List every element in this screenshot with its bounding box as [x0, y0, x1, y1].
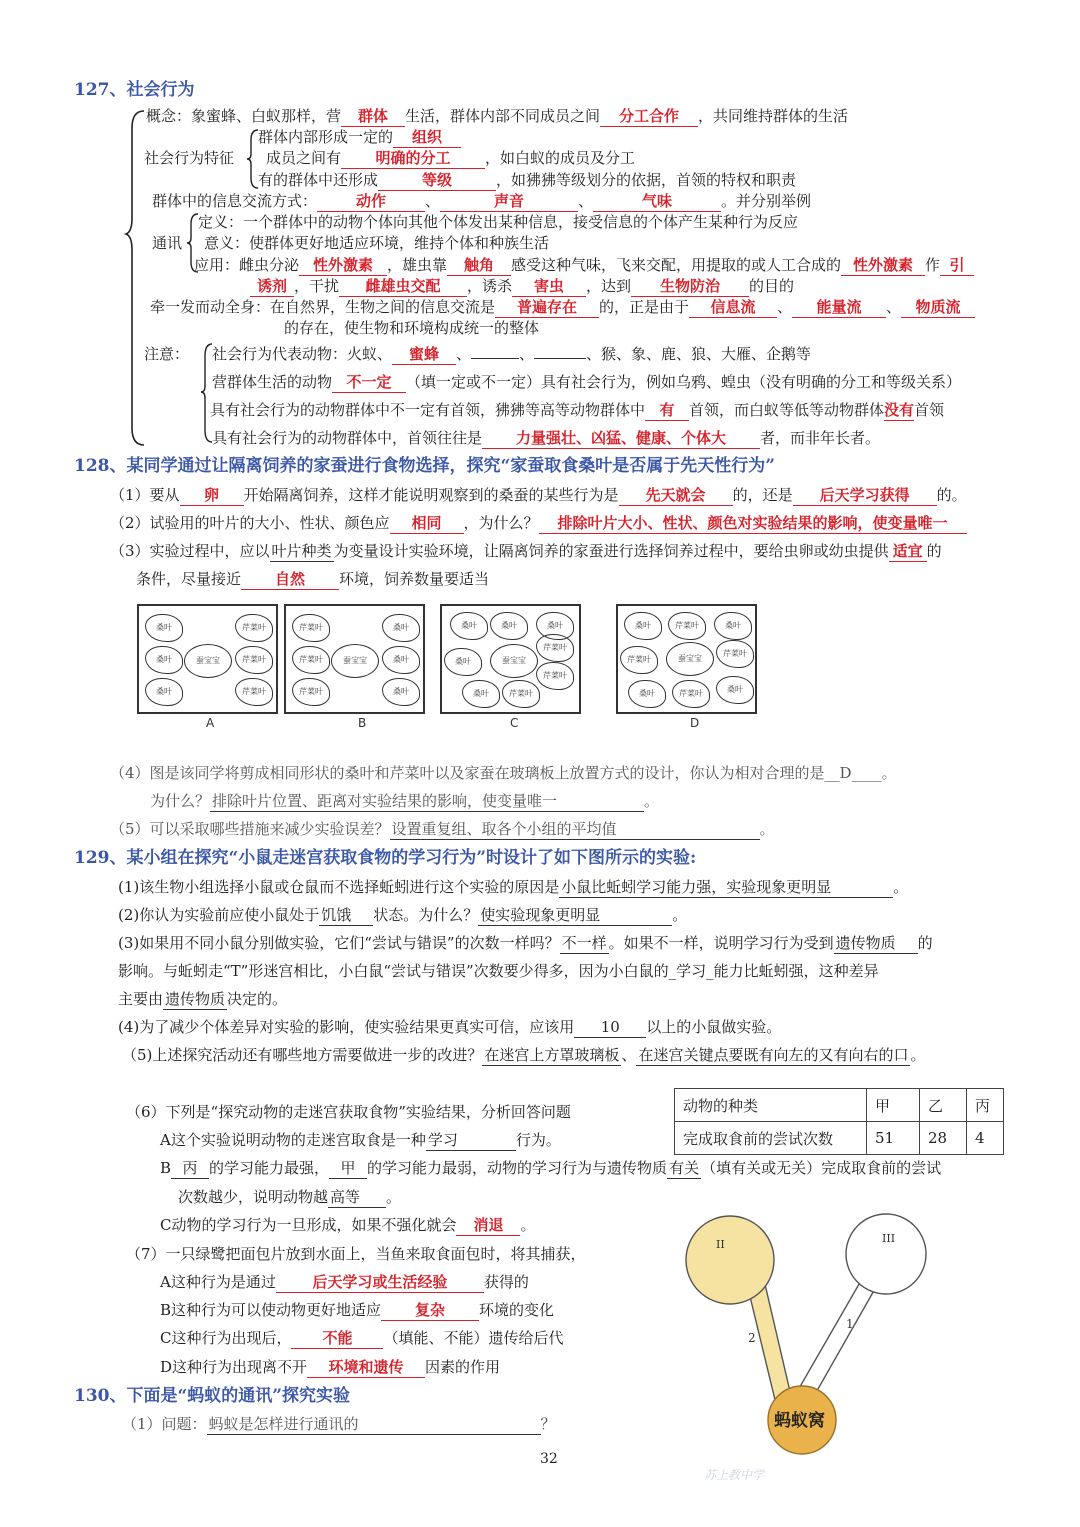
- leaf-sang: 桑叶: [382, 678, 420, 706]
- leaf-sang: 桑叶: [628, 680, 666, 708]
- q129-p6b: B 丙 的学习能力最强， 甲 的学习能力最弱，动物的学习行为与遗传物质 有关 （填有关或无关）完成取食前的尝试: [160, 1159, 942, 1177]
- panel-label-a: A: [206, 716, 215, 730]
- q127-title: 127、社会行为: [74, 80, 195, 100]
- q128-p4b: 为什么？ 排除叶片位置、距离对实验结果的影响，使变量唯一 。: [150, 792, 660, 810]
- q129-p6a: A这个实验说明动物的走迷宫取食是一种 学习 行为。: [160, 1131, 561, 1149]
- panel-label-c: C: [510, 716, 519, 730]
- q127-chain: 牵一发而动全身：在自然界，生物之间的信息交流是 普遍存在 的，正是由于 信息流 、 能量流 、 物质流: [150, 297, 975, 318]
- leaf-sang: 桑叶: [444, 648, 482, 676]
- q129-p5: （5)上述探究活动还有哪些地方需要做进一步的改进？ 在迷宫上方罩玻璃板 、 在迷宫关键点要既有向左的又有向右的口 。: [122, 1046, 926, 1064]
- leaf-sang: 桑叶: [145, 614, 183, 642]
- q127-n4: 具有社会行为的动物群体中，首领往往是 力量强壮、凶猛、健康、个体大 者，而非年长者。: [212, 429, 881, 447]
- leaf-qin: 芹菜叶: [620, 646, 658, 674]
- panel-label-d: D: [690, 716, 700, 730]
- q127-n2: 营群体生活的动物 不一定 （填一定或不一定）具有社会行为，例如乌鸦、蝗虫（没有明确的分工和等级关系）: [212, 373, 962, 391]
- leaf-qin: 芹菜叶: [235, 646, 273, 674]
- leaf-sang: 桑叶: [145, 678, 183, 706]
- q129-p3: (3)如果用不同小鼠分别做实验，它们“尝试与错误”的次数一样吗？ 不一样 。如果不一样，说明学习行为受到 遗传物质 的: [118, 934, 933, 952]
- q127-feature-label: 社会行为特征: [144, 149, 235, 167]
- leaf-sang: 桑叶: [490, 612, 528, 640]
- q130-title: 130、下面是“蚂蚁的通讯”探究实验: [74, 1386, 351, 1406]
- leaf-sang: 桑叶: [145, 646, 183, 674]
- q127-meaning: 意义：使群体更好地适应环境，维持个体和种族生活: [204, 234, 550, 252]
- arm-1-label: 1: [846, 1317, 854, 1331]
- q127-app: 应用：雌虫分泌 性外激素 ，雄虫靠 触角 感受这种气味，飞来交配，用提取的或人工合成的 性外激素 作 引: [194, 255, 974, 276]
- q127-f3: 有的群体中还形成 等级 ，如狒狒等级划分的依据，首领的特权和职责: [258, 171, 797, 189]
- q127-n3: 具有社会行为的动物群体中不一定有首领，狒狒等高等动物群体中 有 首领，而白蚁等低等动物群体没有首领: [210, 401, 945, 419]
- ant-maze-diagram: [680, 1210, 960, 1470]
- leaf-sang: 桑叶: [382, 646, 420, 674]
- silkworm-center: 蚕宝宝: [666, 642, 714, 676]
- q129-p6b2: 次数越少，说明动物越 高等 。: [178, 1188, 402, 1206]
- q127-chain2: 的存在，使生物和环境构成统一的整体: [284, 319, 540, 337]
- q129-p7b: B这种行为可以使动物更好地适应 复杂 环境的变化: [160, 1301, 555, 1319]
- silkworm-center: 蚕宝宝: [184, 644, 232, 678]
- q129-p7a: A这种行为是通过 后天学习或生活经验 获得的: [160, 1273, 529, 1291]
- ball-iii: [846, 1214, 926, 1294]
- q128-p3: （3）实验过程中，应以 叶片种类 为变量设计实验环境，让隔离饲养的家蚕进行选择饲养过程中，要给虫卵或幼虫提供 适宜 的: [110, 542, 942, 560]
- table-cell: 甲: [867, 1089, 920, 1122]
- leaf-sang: 桑叶: [716, 676, 754, 704]
- q129-p7-title: （7）一只绿鹭把面包片放到水面上，当鱼来取食面包时，将其捕获，: [126, 1245, 586, 1263]
- leaf-qin: 芹菜叶: [292, 646, 330, 674]
- panel-label-b: B: [358, 716, 367, 730]
- panel-b: [284, 604, 425, 714]
- ball-iii-label: III: [882, 1232, 896, 1245]
- q129-title: 129、某小组在探究“小鼠走迷宫获取食物的学习行为”时设计了如下图所示的实验:: [74, 848, 697, 868]
- q128-title: 128、某同学通过让隔离饲养的家蚕进行食物选择，探究“家蚕取食桑叶是否属于先天性行为”: [74, 456, 776, 476]
- q129-p4: (4)为了减少个体差异对实验的影响，使实验结果更真实可信，应该用 10 以上的小鼠做实验。: [118, 1018, 782, 1036]
- leaf-qin: 芹菜叶: [672, 680, 710, 708]
- q127-def: 定义：一个群体中的动物个体向其他个体发出某种信息，接受信息的个体产生某种行为反应: [198, 213, 799, 231]
- leaf-qin: 芹菜叶: [536, 634, 574, 662]
- q129-p2: (2)你认为实验前应使小鼠处于 饥饿 状态。为什么？ 使实验现象更明显 。: [118, 906, 688, 924]
- leaf-sang: 桑叶: [382, 614, 420, 642]
- leaf-sang: 桑叶: [624, 612, 662, 640]
- leaf-qin: 芹菜叶: [235, 614, 273, 642]
- q129-p6c: C动物的学习行为一旦形成，如果不强化就会 消退 。: [160, 1216, 536, 1234]
- arm-2: [746, 1280, 792, 1404]
- leaf-sang: 桑叶: [536, 612, 574, 640]
- q127-comm-label: 通讯: [152, 234, 183, 252]
- leaf-sang: 桑叶: [450, 612, 488, 640]
- leaf-sang: 桑叶: [714, 612, 752, 640]
- q129-p3c: 主要由 遗传物质 决定的。: [118, 990, 288, 1008]
- panel-a: [137, 604, 278, 714]
- result-table: [674, 1088, 1004, 1155]
- leaf-qin: 芹菜叶: [235, 678, 273, 706]
- table-cell: 4: [967, 1122, 1004, 1155]
- q130-p1: （1）问题： 蚂蚁是怎样进行通讯的 ？: [122, 1415, 556, 1433]
- leaf-qin: 芹菜叶: [502, 680, 540, 708]
- table-cell: 完成取食前的尝试次数: [675, 1122, 867, 1155]
- table-cell: 51: [867, 1122, 920, 1155]
- q127-f2: 成员之间有 明确的分工 ，如白蚁的成员及分工: [266, 149, 636, 167]
- q127-n1: 社会行为代表动物：火蚁、 蜜蜂 、 、 、猴、象、鹿、狼、大雁、企鹅等: [212, 345, 812, 363]
- q128-p5: （5）可以采取哪些措施来减少实验误差？ 设置重复组、取各个小组的平均值 。: [110, 820, 775, 838]
- q127-app2: 诱剂 ，干扰 雌雄虫交配 ，诱杀 害虫 ，达到 生物防治 的目的: [250, 276, 794, 297]
- q127-concept: 概念：象蜜蜂、白蚁那样，营 群体 生活，群体内部不同成员之间 分工合作 ，共同维持群体的生活: [146, 107, 849, 125]
- q127-f1: 群体内部形成一定的 组织: [258, 127, 461, 148]
- table-cell: 乙: [920, 1089, 967, 1122]
- q129-p1: (1)该生物小组选择小鼠或仓鼠而不选择蚯蚓进行这个实验的原因是 小鼠比蚯蚓学习能力强，实验现象更明显 。: [118, 878, 909, 896]
- q127-note-label: 注意：: [144, 345, 190, 363]
- ball-ii: [686, 1216, 774, 1304]
- q129-p3b: 影响。与蚯蚓走“T”形迷宫相比，小白鼠“尝试与错误”次数要少得多，因为小白鼠的_学习_能力比蚯蚓强，这种差异: [118, 962, 879, 980]
- q129-p7d: D这种行为出现离不开 环境和遗传 因素的作用: [160, 1358, 501, 1376]
- q128-p3b: 条件，尽量接近 自然 环境，饲养数量要适当: [136, 570, 490, 588]
- q129-p7c: C这种行为出现后， 不能 （填能、不能）遗传给后代: [160, 1329, 564, 1347]
- leaf-qin: 芹菜叶: [668, 612, 706, 640]
- arm-2-label: 2: [748, 1331, 756, 1345]
- table-cell: 丙: [967, 1089, 1004, 1122]
- panel-d: [616, 604, 757, 714]
- panel-c: [440, 604, 581, 714]
- leaf-sang: 桑叶: [462, 680, 500, 708]
- leaf-qin: 芹菜叶: [536, 662, 574, 690]
- leaf-qin: 芹菜叶: [716, 640, 754, 668]
- q128-p1: （1）要从 卵 开始隔离饲养，这样才能说明观察到的桑蚕的某些行为是 先天就会 的，还是 后天学习获得 的。: [110, 486, 967, 504]
- table-row: [675, 1122, 1004, 1155]
- table-cell: 28: [920, 1122, 967, 1155]
- ant-nest-label: 蚂蚁窝: [774, 1411, 825, 1431]
- table-row: [675, 1089, 1004, 1122]
- q128-p2: （2）试验用的叶片的大小、性状、颜色应 相同 ，为什么？ 排除叶片大小、性状、颜色对实验结果的影响，使变量唯一: [110, 513, 967, 534]
- silkworm-center: 蚕宝宝: [331, 644, 379, 678]
- table-cell: 动物的种类: [675, 1089, 867, 1122]
- page-number: 32: [540, 1451, 558, 1467]
- q128-p4: （4）图是该同学将剪成相同形状的桑叶和芹菜叶以及家蚕在玻璃板上放置方式的设计，你认为相对合理的是__D____。: [110, 764, 897, 782]
- leaf-qin: 芹菜叶: [292, 678, 330, 706]
- leaf-qin: 芹菜叶: [292, 614, 330, 642]
- watermark: 苏上教中学: [704, 1468, 765, 1482]
- q127-info: 群体中的信息交流方式： 动作 、 声音 、 气味 。并分别举例: [152, 192, 812, 210]
- ball-ii-label: II: [716, 1238, 725, 1251]
- q129-p6-title: （6）下列是“探究动物的走迷宫获取食物”实验结果，分析回答问题: [126, 1103, 571, 1121]
- silkworm-center: 蚕宝宝: [490, 644, 538, 678]
